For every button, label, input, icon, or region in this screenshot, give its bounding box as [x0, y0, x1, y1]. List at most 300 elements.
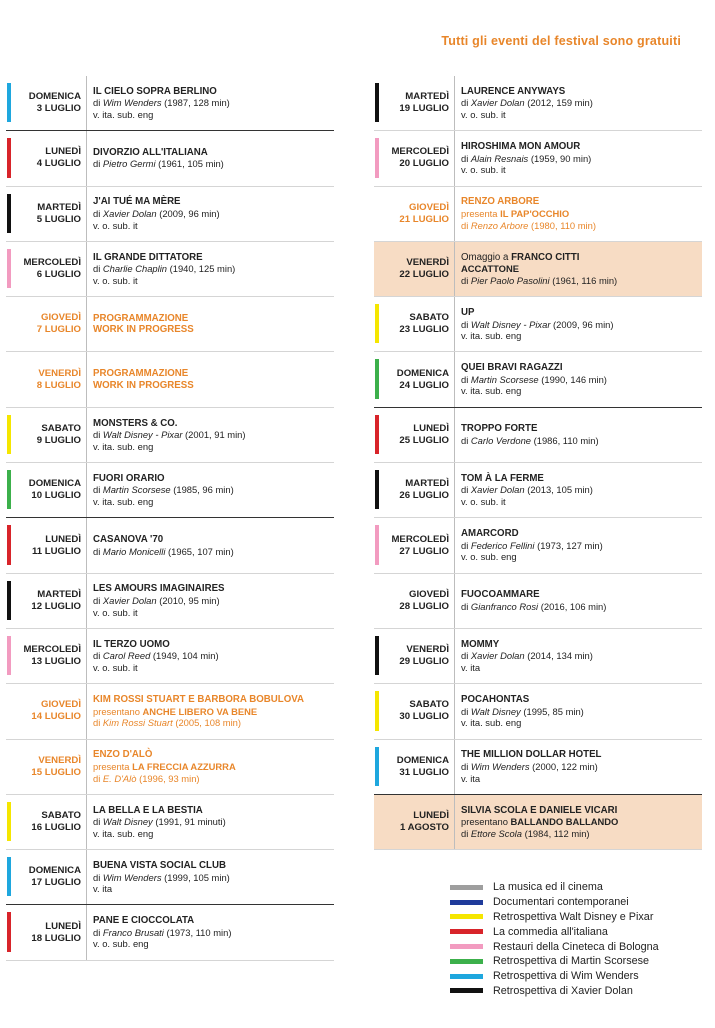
- date: 9 LUGLIO: [36, 434, 81, 446]
- date: 26 LUGLIO: [399, 490, 449, 502]
- event-presents: [461, 816, 702, 828]
- legend-label: Retrospettiva di Wim Wenders: [493, 970, 639, 983]
- presents-film: ACCATTONE: [461, 263, 519, 275]
- schedule-row: [6, 905, 334, 960]
- event-credits: [93, 773, 334, 785]
- director: Ettore Scola: [470, 827, 522, 839]
- director: Wim Wenders: [102, 871, 162, 883]
- film-meta: (1986, 110 min): [531, 434, 599, 446]
- date: 5 LUGLIO: [36, 213, 81, 225]
- director: Renzo Arbore: [470, 219, 529, 231]
- event-credits: [93, 546, 334, 558]
- title-text: CASANOVA '70: [93, 533, 164, 545]
- schedule-row: [374, 352, 702, 407]
- event-info: [87, 905, 334, 959]
- legend-swatch: [450, 900, 483, 905]
- language: v. ita: [461, 772, 481, 784]
- date: 30 LUGLIO: [399, 711, 449, 723]
- legend-item: [450, 939, 659, 954]
- event-info: [87, 740, 334, 794]
- date-cell: [379, 518, 455, 572]
- schedule-row: [374, 574, 702, 629]
- title-text: SILVIA SCOLA E DANIELE VICARI: [461, 804, 618, 816]
- event-title: [93, 196, 334, 208]
- event-info: [87, 187, 334, 241]
- weekday: MARTEDÌ: [405, 478, 449, 490]
- director: Federico Fellini: [470, 539, 535, 551]
- date-cell: [379, 187, 455, 241]
- event-title: [93, 805, 334, 817]
- language: v. o. sub. it: [461, 164, 506, 176]
- film-meta: (1965, 107 min): [165, 545, 234, 557]
- credit-prefix: di: [461, 97, 471, 109]
- date-cell: [11, 795, 87, 849]
- event-title: [93, 860, 334, 872]
- event-info: [455, 795, 702, 849]
- date-cell: [11, 76, 87, 130]
- director: Walt Disney: [102, 816, 153, 828]
- director: Carol Reed: [102, 650, 151, 662]
- director: Xavier Dolan: [470, 650, 525, 662]
- director: Xavier Dolan: [470, 484, 525, 496]
- film-meta: (2009, 96 min): [156, 207, 220, 219]
- schedule-row: [6, 518, 334, 573]
- language: v. ita. sub. eng: [461, 717, 522, 729]
- language: v. o. sub. it: [93, 606, 138, 618]
- credit-prefix: di: [93, 263, 103, 275]
- weekday: MERCOLEDÌ: [391, 146, 449, 158]
- credit-prefix: di: [93, 484, 103, 496]
- date-cell: [11, 574, 87, 628]
- weekday: GIOVEDÌ: [41, 699, 81, 711]
- title-text: THE MILLION DOLLAR HOTEL: [461, 749, 602, 761]
- title-prefix: Omaggio a: [461, 251, 512, 263]
- date: 11 LUGLIO: [31, 545, 81, 557]
- event-title: [93, 147, 334, 159]
- event-info: [455, 297, 702, 351]
- schedule-row: [6, 850, 334, 905]
- event-info: [455, 574, 702, 628]
- schedule-row: [6, 629, 334, 684]
- date-cell: [379, 740, 455, 794]
- event-title: [461, 141, 702, 153]
- credit-prefix: di: [461, 274, 471, 286]
- event-credits: [461, 319, 702, 331]
- credit-prefix: di: [93, 717, 103, 729]
- date-cell: [379, 629, 455, 683]
- film-meta: (1985, 96 min): [170, 484, 234, 496]
- language: v. ita. sub. eng: [93, 827, 154, 839]
- date-cell: [11, 684, 87, 738]
- date-cell: [379, 684, 455, 738]
- legend-item: [450, 954, 659, 969]
- event-presents: [461, 208, 702, 220]
- event-info: [455, 408, 702, 462]
- weekday: SABATO: [409, 699, 449, 711]
- credit-prefix: di: [461, 539, 471, 551]
- title-text: LES AMOURS IMAGINAIRES: [93, 583, 225, 595]
- weekday: MERCOLEDÌ: [391, 533, 449, 545]
- language: v. ita. sub. eng: [93, 496, 154, 508]
- date: 10 LUGLIO: [31, 490, 81, 502]
- title-text: POCAHONTAS: [461, 694, 530, 706]
- language: v. o. sub. eng: [461, 551, 517, 563]
- date-cell: [11, 131, 87, 185]
- credit-prefix: di: [93, 816, 103, 828]
- date-cell: [11, 518, 87, 572]
- schedule-column-left: [6, 76, 334, 961]
- legend-swatch: [450, 974, 483, 979]
- title-text: UP: [461, 306, 475, 318]
- director: Gianfranco Rosi: [470, 600, 539, 612]
- date-cell: [379, 352, 455, 406]
- event-info: [87, 574, 334, 628]
- event-credits: [461, 706, 702, 718]
- date-cell: [379, 463, 455, 517]
- director: Carlo Verdone: [470, 434, 532, 446]
- credit-prefix: di: [461, 600, 471, 612]
- event-title-2: WORK IN PROGRESS: [93, 324, 194, 336]
- weekday: VENERDÌ: [406, 644, 449, 656]
- event-title: [93, 86, 334, 98]
- presents-prefix: presenta: [93, 760, 133, 772]
- event-info: [455, 76, 702, 130]
- weekday: GIOVEDÌ: [41, 312, 81, 324]
- date: 4 LUGLIO: [36, 158, 81, 170]
- event-title: [93, 749, 334, 761]
- schedule-row: [374, 76, 702, 131]
- film-meta: (1991, 91 minuti): [152, 816, 226, 828]
- schedule-row: [374, 795, 702, 850]
- schedule-row: [6, 408, 334, 463]
- event-credits: [461, 650, 702, 662]
- event-credits: [461, 435, 702, 447]
- date: 25 LUGLIO: [399, 434, 449, 446]
- event-title: [93, 915, 334, 927]
- event-title: [461, 639, 702, 651]
- director: Pietro Germi: [102, 158, 156, 170]
- date: 20 LUGLIO: [399, 158, 449, 170]
- weekday: MARTEDÌ: [37, 201, 81, 213]
- event-credits: [461, 761, 702, 773]
- film-meta: (2009, 96 min): [550, 318, 614, 330]
- schedule-row: [6, 463, 334, 518]
- date-cell: [11, 740, 87, 794]
- date-cell: [379, 408, 455, 462]
- weekday: DOMENICA: [28, 91, 81, 103]
- film-meta: (1961, 105 min): [155, 158, 224, 170]
- event-presents: [93, 706, 334, 718]
- director: E. D'Alò: [102, 772, 137, 784]
- title-text: QUEI BRAVI RAGAZZI: [461, 362, 563, 374]
- film-meta: (2012, 159 min): [524, 97, 593, 109]
- schedule-row: [374, 740, 702, 795]
- event-title: [461, 694, 702, 706]
- event-info: [455, 684, 702, 738]
- event-credits: [461, 828, 702, 840]
- weekday: LUNEDÌ: [45, 920, 81, 932]
- credit-prefix: di: [93, 97, 103, 109]
- title-text: IL CIELO SOPRA BERLINO: [93, 85, 217, 97]
- event-credits: [461, 540, 702, 552]
- schedule-row: [6, 574, 334, 629]
- event-info: [455, 187, 702, 241]
- film-meta: (1980, 110 min): [528, 219, 596, 231]
- film-meta: (2014, 134 min): [524, 650, 593, 662]
- event-info: [455, 629, 702, 683]
- film-meta: (1999, 105 min): [161, 871, 230, 883]
- date-cell: [11, 850, 87, 904]
- credit-prefix: di: [461, 650, 471, 662]
- date-cell: [11, 905, 87, 959]
- event-info: [87, 795, 334, 849]
- event-credits: [93, 650, 334, 662]
- weekday: SABATO: [41, 422, 81, 434]
- film-meta: (1995, 85 min): [520, 705, 584, 717]
- schedule-row: [374, 684, 702, 739]
- event-title: [461, 749, 702, 761]
- language: v. o. sub. it: [93, 274, 138, 286]
- event-title: [93, 473, 334, 485]
- weekday: LUNEDÌ: [45, 533, 81, 545]
- language: v. o. sub. it: [461, 496, 506, 508]
- legend-swatch: [450, 988, 483, 993]
- film-meta: (1973, 127 min): [534, 539, 603, 551]
- language: v. o. sub. eng: [93, 938, 149, 950]
- title-text: ENZO D'ALÒ: [93, 749, 153, 761]
- schedule-row: [6, 297, 334, 352]
- credit-prefix: di: [461, 760, 471, 772]
- event-credits: [93, 97, 334, 109]
- legend-item: [450, 969, 659, 984]
- event-presents: [93, 761, 334, 773]
- director: Xavier Dolan: [102, 207, 157, 219]
- event-credits: [461, 374, 702, 386]
- director: Xavier Dolan: [102, 595, 157, 607]
- credit-prefix: di: [461, 705, 471, 717]
- event-info: [455, 463, 702, 517]
- legend-swatch: [450, 914, 483, 919]
- event-info: [87, 684, 334, 738]
- schedule-row: [374, 242, 702, 297]
- legend-label: Retrospettiva di Martin Scorsese: [493, 955, 650, 968]
- weekday: DOMENICA: [396, 367, 449, 379]
- legend-label: Documentari contemporanei: [493, 896, 629, 909]
- event-credits: [93, 484, 334, 496]
- date: 19 LUGLIO: [399, 103, 449, 115]
- schedule-row: [6, 187, 334, 242]
- weekday: GIOVEDÌ: [409, 201, 449, 213]
- director: Pier Paolo Pasolini: [470, 274, 550, 286]
- event-info: [455, 131, 702, 185]
- credit-prefix: di: [93, 595, 103, 607]
- date: 6 LUGLIO: [36, 269, 81, 281]
- event-credits: [93, 717, 334, 729]
- schedule-row: [6, 684, 334, 739]
- date-cell: [379, 795, 455, 849]
- event-title: [461, 196, 702, 208]
- event-title-2: WORK IN PROGRESS: [93, 379, 194, 391]
- title-text: TOM À LA FERME: [461, 472, 544, 484]
- schedule-row: [6, 795, 334, 850]
- title-text: PROGRAMMAZIONE: [93, 312, 189, 324]
- title-text: RENZO ARBORE: [461, 196, 540, 208]
- event-info: [87, 131, 334, 185]
- legend-label: La musica ed il cinema: [493, 881, 603, 894]
- presents-film: BALLANDO BALLANDO: [510, 816, 619, 828]
- event-info: [87, 629, 334, 683]
- date: 8 LUGLIO: [36, 379, 81, 391]
- title-text: LA BELLA E LA BESTIA: [93, 804, 203, 816]
- legend-item: [450, 910, 659, 925]
- film-meta: (1973, 110 min): [163, 926, 232, 938]
- credit-prefix: di: [93, 207, 103, 219]
- legend-item: [450, 880, 659, 895]
- event-credits: [461, 484, 702, 496]
- date: 7 LUGLIO: [36, 324, 81, 336]
- director: Walt Disney - Pixar: [470, 318, 551, 330]
- weekday: VENERDÌ: [38, 367, 81, 379]
- film-meta: (1996, 93 min): [136, 772, 200, 784]
- event-credits: [93, 927, 334, 939]
- schedule-row: [6, 131, 334, 186]
- date: 31 LUGLIO: [399, 766, 449, 778]
- language: v. ita. sub. eng: [461, 385, 522, 397]
- event-title: [461, 805, 702, 817]
- event-credits: [93, 158, 334, 170]
- event-info: [87, 297, 334, 351]
- film-meta: (2001, 91 min): [182, 429, 246, 441]
- date: 29 LUGLIO: [399, 656, 449, 668]
- credit-prefix: di: [461, 484, 471, 496]
- event-info: [455, 352, 702, 406]
- date-cell: [11, 242, 87, 296]
- event-title: [93, 368, 334, 380]
- weekday: LUNEDÌ: [413, 422, 449, 434]
- event-info: [87, 850, 334, 904]
- event-credits: [461, 97, 702, 109]
- date-cell: [11, 187, 87, 241]
- director: Alain Resnais: [470, 152, 529, 164]
- schedule-row: [374, 629, 702, 684]
- director: Xavier Dolan: [470, 97, 525, 109]
- weekday: LUNEDÌ: [45, 146, 81, 158]
- title-text: J'AI TUÉ MA MÈRE: [93, 196, 181, 208]
- credit-prefix: di: [93, 871, 103, 883]
- schedule-row: [374, 297, 702, 352]
- event-credits: [461, 220, 702, 232]
- category-legend: [450, 880, 659, 998]
- language: v. ita. sub. eng: [93, 440, 154, 452]
- film-meta: (1987, 128 min): [161, 97, 230, 109]
- legend-label: Retrospettiva di Xavier Dolan: [493, 984, 633, 997]
- event-title: [93, 534, 334, 546]
- date: 3 LUGLIO: [36, 103, 81, 115]
- event-info: [87, 76, 334, 130]
- weekday: GIOVEDÌ: [409, 588, 449, 600]
- director: Walt Disney: [470, 705, 521, 717]
- credit-prefix: di: [93, 158, 103, 170]
- film-meta: (1959, 90 min): [528, 152, 592, 164]
- language: v. o. sub. it: [461, 108, 506, 120]
- legend-label: La commedia all'italiana: [493, 925, 608, 938]
- date: 18 LUGLIO: [31, 932, 81, 944]
- credit-prefix: di: [461, 318, 471, 330]
- event-info: [87, 352, 334, 406]
- director: Mario Monicelli: [102, 545, 166, 557]
- event-title: [93, 583, 334, 595]
- film-meta: (1984, 112 min): [521, 827, 590, 839]
- film-meta: (1961, 116 min): [549, 274, 618, 286]
- date: 16 LUGLIO: [31, 822, 81, 833]
- title-text: TROPPO FORTE: [461, 423, 538, 435]
- event-title: [93, 418, 334, 430]
- event-info: [87, 242, 334, 296]
- weekday: MERCOLEDÌ: [23, 644, 81, 656]
- director: Wim Wenders: [470, 760, 530, 772]
- date-cell: [379, 131, 455, 185]
- title-text: AMARCORD: [461, 528, 519, 540]
- date-cell: [379, 242, 455, 296]
- date-cell: [379, 297, 455, 351]
- credit-prefix: di: [93, 926, 103, 938]
- event-credits: [461, 153, 702, 165]
- festival-note: Tutti gli eventi del festival sono gratuiti: [441, 34, 681, 48]
- date: 22 LUGLIO: [399, 269, 449, 281]
- title-text: LAURENCE ANYWAYS: [461, 85, 566, 97]
- credit-prefix: di: [461, 434, 471, 446]
- event-info: [87, 518, 334, 572]
- schedule-row: [374, 131, 702, 186]
- credit-prefix: di: [461, 152, 471, 164]
- title-text: PROGRAMMAZIONE: [93, 368, 189, 380]
- schedule-row: [6, 76, 334, 131]
- weekday: MARTEDÌ: [405, 91, 449, 103]
- date-cell: [11, 352, 87, 406]
- date-cell: [11, 629, 87, 683]
- date: 23 LUGLIO: [399, 324, 449, 336]
- film-meta: (2016, 106 min): [538, 600, 607, 612]
- event-credits: [93, 816, 334, 828]
- schedule-column-right: [374, 76, 702, 850]
- language: v. o. sub. it: [93, 661, 138, 673]
- title-text: HIROSHIMA MON AMOUR: [461, 141, 581, 153]
- schedule-row: [374, 518, 702, 573]
- language: v. o. sub. it: [93, 219, 138, 231]
- film-meta: (1949, 104 min): [150, 650, 219, 662]
- event-info: [455, 740, 702, 794]
- date-cell: [11, 463, 87, 517]
- film-meta: (1990, 146 min): [538, 373, 607, 385]
- schedule-row: [374, 463, 702, 518]
- event-title: [461, 362, 702, 374]
- event-credits: [93, 595, 334, 607]
- title-text: DIVORZIO ALL'ITALIANA: [93, 146, 208, 158]
- credit-prefix: di: [461, 827, 471, 839]
- event-info: [455, 518, 702, 572]
- date: 15 LUGLIO: [31, 766, 81, 778]
- event-title: [93, 639, 334, 651]
- schedule-row: [6, 352, 334, 407]
- language: v. ita: [93, 883, 113, 895]
- weekday: SABATO: [409, 312, 449, 324]
- legend-swatch: [450, 929, 483, 934]
- weekday: LUNEDÌ: [413, 810, 449, 821]
- event-title: [93, 694, 334, 706]
- event-title: [461, 252, 702, 264]
- event-title: [93, 313, 334, 325]
- event-title: [461, 528, 702, 540]
